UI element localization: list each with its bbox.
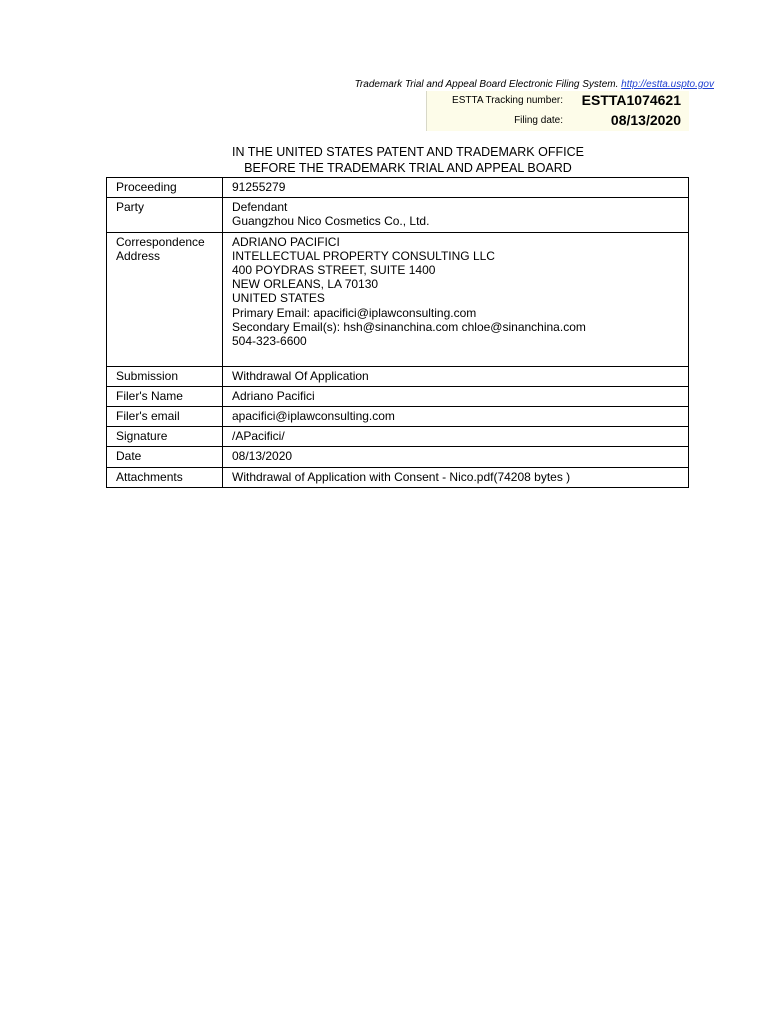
correspondent-secondary-emails: Secondary Email(s): hsh@sinanchina.com chloe@sinanchina.com [232, 319, 586, 334]
date-value: 08/13/2020 [223, 447, 689, 467]
correspondent-phone: 504-323-6600 [232, 334, 307, 349]
tracking-number-row [427, 91, 689, 111]
party-value [223, 198, 689, 232]
document-heading [108, 144, 708, 176]
date-label: Date [107, 447, 223, 467]
filer-name-row [107, 386, 689, 406]
correspondent-firm: INTELLECTUAL PROPERTY CONSULTING LLC [232, 248, 495, 263]
tracking-number-value: ESTTA1074621 [581, 92, 681, 108]
tracking-box [426, 91, 689, 131]
estta-link[interactable]: http://estta.uspto.gov [621, 79, 714, 90]
correspondence-label [107, 232, 223, 366]
correspondent-street: 400 POYDRAS STREET, SUITE 1400 [232, 263, 436, 278]
filer-name-label: Filer's Name [107, 386, 223, 406]
correspondence-label-line-2: Address [116, 248, 161, 263]
system-name-text: Trademark Trial and Appeal Board Electronic Filing System. [354, 79, 619, 90]
system-header-line [355, 79, 714, 90]
correspondence-row [107, 232, 689, 366]
signature-label: Signature [107, 427, 223, 447]
proceeding-value: 91255279 [223, 178, 689, 198]
correspondence-label-line-1: Correspondence [116, 234, 205, 249]
proceeding-label: Proceeding [107, 178, 223, 198]
party-role: Defendant [232, 200, 288, 215]
correspondent-city: NEW ORLEANS, LA 70130 [232, 277, 379, 292]
submission-label: Submission [107, 366, 223, 386]
party-label: Party [107, 198, 223, 232]
tracking-number-label: ESTTA Tracking number: [452, 95, 563, 106]
filing-date-row [427, 111, 689, 131]
correspondent-name: ADRIANO PACIFICI [232, 234, 340, 249]
attachments-row [107, 467, 689, 487]
attachments-label: Attachments [107, 467, 223, 487]
filer-name-value: Adriano Pacifici [223, 386, 689, 406]
submission-row [107, 366, 689, 386]
correspondent-country: UNITED STATES [232, 291, 325, 306]
submission-value: Withdrawal Of Application [223, 366, 689, 386]
signature-row [107, 427, 689, 447]
correspondent-primary-email: Primary Email: apacifici@iplawconsulting.com [232, 305, 477, 320]
heading-line-1: IN THE UNITED STATES PATENT AND TRADEMARK OFFICE [232, 145, 584, 159]
date-row [107, 447, 689, 467]
filer-email-row [107, 407, 689, 427]
filing-date-label: Filing date: [514, 115, 563, 126]
heading-line-2: BEFORE THE TRADEMARK TRIAL AND APPEAL BOARD [244, 161, 572, 175]
filer-email-value: apacifici@iplawconsulting.com [223, 407, 689, 427]
correspondence-value [223, 232, 689, 366]
attachments-value: Withdrawal of Application with Consent - Nico.pdf(74208 bytes ) [223, 467, 689, 487]
signature-value: /APacifici/ [223, 427, 689, 447]
filing-date-value: 08/13/2020 [610, 112, 681, 128]
party-row [107, 198, 689, 232]
filing-details-table [106, 177, 689, 488]
proceeding-row [107, 178, 689, 198]
party-name: Guangzhou Nico Cosmetics Co., Ltd. [232, 214, 430, 229]
filer-email-label: Filer's email [107, 407, 223, 427]
